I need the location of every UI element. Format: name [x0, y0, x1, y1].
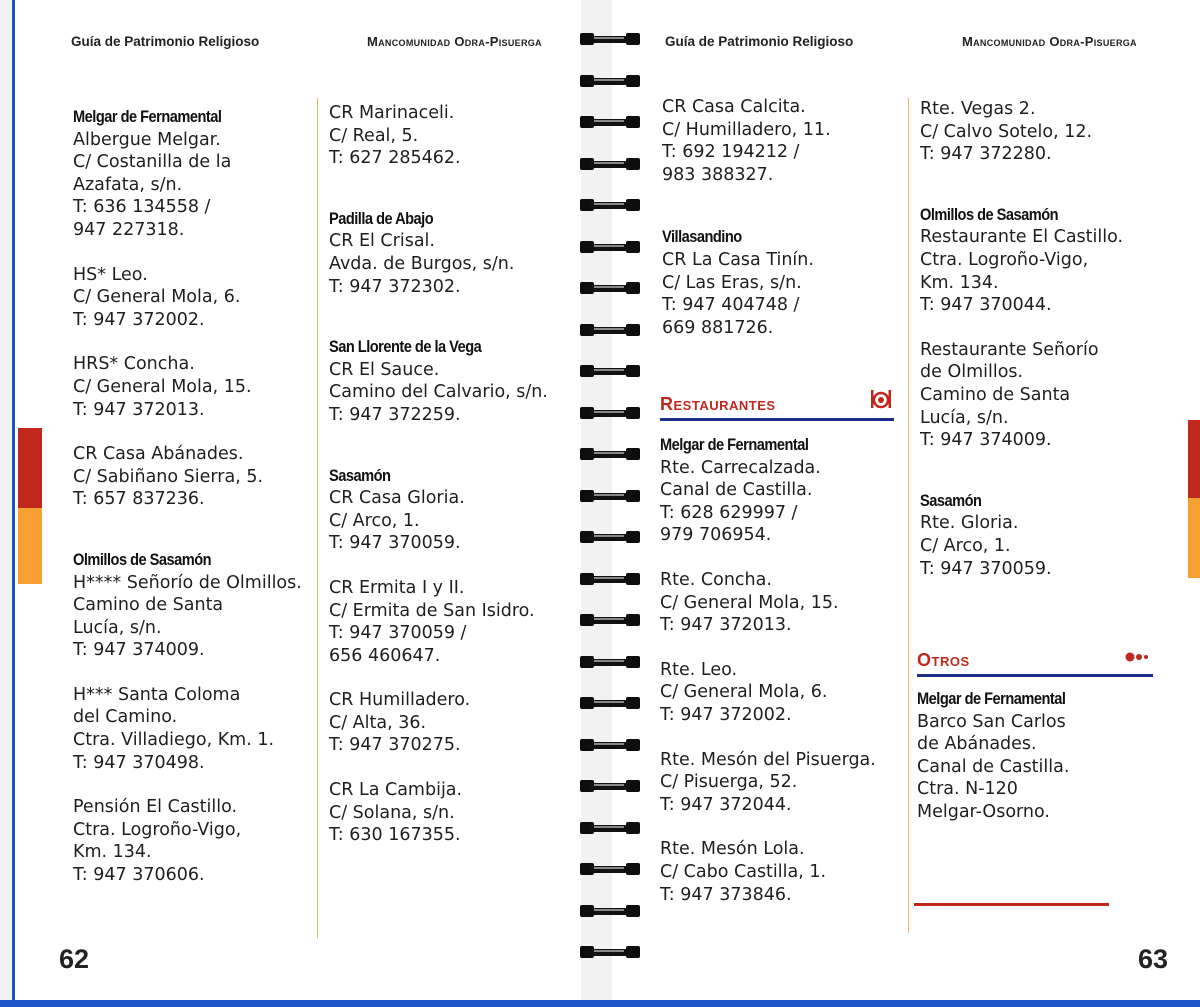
- listing-line: 983 388327.: [662, 164, 774, 185]
- right-column-2: [920, 98, 1123, 580]
- listing-line: Camino del Calvario, s/n.: [329, 382, 548, 403]
- listing-entry: [73, 106, 302, 242]
- listing-line: Avda. de Burgos, s/n.: [329, 253, 515, 274]
- listing-line: CR La Casa Tinín.: [662, 249, 814, 270]
- left-header-title: Guía de Patrimonio Religioso: [71, 34, 260, 49]
- red-tab-left: [18, 428, 42, 508]
- listing-entry: [660, 434, 876, 547]
- binding-ring: [580, 153, 642, 175]
- left-column-1: [73, 106, 302, 887]
- listing-line: T: 947 373846.: [660, 884, 792, 905]
- listing-line: Lucía, s/n.: [920, 407, 1009, 428]
- listing-line: CR Marinaceli.: [329, 103, 455, 123]
- listing-line: CR Ermita I y II.: [329, 577, 465, 598]
- listing-line: Barco San Carlos: [917, 711, 1066, 732]
- binding-ring: [580, 70, 642, 92]
- listing-line: de Abánades.: [917, 734, 1037, 755]
- listing-line: T: 947 372302.: [329, 276, 461, 297]
- listing-entry: [660, 659, 876, 727]
- listing-line: C/ Alta, 36.: [329, 712, 427, 733]
- listing-line: H*** Santa Coloma: [73, 684, 241, 705]
- listing-line: Canal de Castilla.: [917, 756, 1070, 777]
- listing-line: C/ General Mola, 15.: [73, 376, 252, 397]
- listing-line: T: 636 134558 /: [73, 197, 211, 218]
- listing-entry: [73, 264, 302, 332]
- listing-line: Ctra. Logroño-Vigo,: [73, 819, 242, 840]
- listing-entry: [329, 577, 548, 667]
- listing-line: 979 706954.: [660, 525, 772, 546]
- listing-line: T: 947 372013.: [660, 615, 792, 636]
- listing-line: Ctra. Logroño-Vigo,: [920, 249, 1089, 270]
- binding-ring: [580, 319, 642, 341]
- binding-ring: [580, 775, 642, 797]
- binding-ring: [580, 236, 642, 258]
- listing-line: H**** Señorío de Olmillos.: [73, 572, 302, 593]
- listing-line: T: 947 370275.: [329, 735, 461, 756]
- right-header-org: Mancomunidad Odra-Pisuerga: [962, 34, 1137, 49]
- binding-ring: [580, 111, 642, 133]
- listing-entry: [660, 569, 876, 637]
- listing-line: T: 692 194212 /: [662, 142, 800, 163]
- listing-line: T: 947 370044.: [920, 295, 1052, 316]
- listing-entry: [73, 549, 302, 662]
- listing-line: Lucía, s/n.: [73, 617, 162, 638]
- listing-line: T: 947 372002.: [73, 309, 205, 330]
- binding-ring: [580, 443, 642, 465]
- listing-line: T: 947 374009.: [920, 430, 1052, 451]
- listing-entry: [660, 749, 876, 817]
- dots-icon: [1125, 647, 1151, 666]
- listing-line: Ctra. Villadiego, Km. 1.: [73, 730, 275, 751]
- town-heading: San Llorente de la Vega: [329, 337, 482, 357]
- right-column-1-top: [662, 96, 831, 339]
- restaurantes-title: Restaurantes: [660, 394, 776, 414]
- town-heading: Sasamón: [329, 465, 391, 485]
- listing-line: T: 947 374009.: [73, 640, 205, 661]
- listing-line: T: 947 372013.: [73, 399, 205, 420]
- listing-line: Rte. Mesón Lola.: [660, 839, 805, 860]
- binding-ring: [580, 402, 642, 424]
- listing-line: Pensión El Castillo.: [73, 797, 238, 818]
- closing-rule: [914, 903, 1109, 906]
- binding-ring: [580, 568, 642, 590]
- listing-line: C/ Ermita de San Isidro.: [329, 600, 535, 621]
- left-header-org: Mancomunidad Odra-Pisuerga: [367, 34, 542, 49]
- right-column-2-otros: [917, 688, 1090, 824]
- listing-line: T: 947 372002.: [660, 704, 792, 725]
- left-column-2: [329, 102, 548, 847]
- listing-line: Canal de Castilla.: [660, 480, 813, 501]
- listing-line: Camino de Santa: [920, 384, 1071, 405]
- binding-ring: [580, 651, 642, 673]
- listing-line: Rte. Gloria.: [920, 513, 1019, 534]
- listing-line: T: 627 285462.: [329, 148, 461, 169]
- listing-line: CR La Cambija.: [329, 780, 463, 801]
- listing-line: 947 227318.: [73, 219, 185, 240]
- listing-entry: [662, 96, 831, 186]
- listing-line: C/ Costanilla de la: [73, 152, 232, 173]
- spiral-binding: [580, 20, 642, 980]
- listing-line: C/ Cabo Castilla, 1.: [660, 861, 827, 882]
- otros-title: Otros: [917, 650, 970, 670]
- town-heading: Melgar de Fernamental: [660, 435, 809, 454]
- town-heading: Melgar de Fernamental: [917, 689, 1066, 708]
- binding-ring: [580, 28, 642, 50]
- listing-entry: [329, 336, 548, 426]
- binding-ring: [580, 858, 642, 880]
- right-page: [612, 0, 1200, 1000]
- listing-line: T: 947 404748 /: [662, 295, 800, 316]
- listing-line: Rte. Concha.: [660, 569, 772, 590]
- listing-line: 656 460647.: [329, 645, 441, 666]
- listing-entry: [920, 339, 1123, 452]
- listing-entry: [73, 443, 302, 511]
- listing-line: T: 947 370059.: [920, 558, 1052, 579]
- listing-entry: [662, 226, 831, 339]
- listing-line: Rte. Mesón del Pisuerga.: [660, 749, 876, 770]
- listing-line: C/ Arco, 1.: [329, 510, 420, 531]
- binding-ring: [580, 526, 642, 548]
- table-setting-icon: [870, 388, 892, 414]
- listing-line: CR El Crisal.: [329, 231, 435, 252]
- listing-line: HS* Leo.: [73, 264, 148, 285]
- binding-ring: [580, 692, 642, 714]
- listing-entry: [920, 204, 1123, 317]
- listing-line: C/ Sabiñano Sierra, 5.: [73, 466, 264, 487]
- page-number-left: 62: [59, 944, 90, 974]
- listing-line: T: 947 370059 /: [329, 623, 467, 644]
- town-heading: Olmillos de Sasamón: [920, 204, 1059, 224]
- listing-line: CR El Sauce.: [329, 359, 440, 380]
- column-divider: [317, 98, 318, 938]
- listing-line: Albergue Melgar.: [73, 129, 221, 150]
- listing-line: C/ Arco, 1.: [920, 535, 1011, 556]
- binding-ring: [580, 817, 642, 839]
- listing-line: C/ Calvo Sotelo, 12.: [920, 121, 1093, 142]
- binding-ring: [580, 194, 642, 216]
- listing-line: Melgar-Osorno.: [917, 801, 1050, 822]
- listing-line: T: 947 370498.: [73, 752, 205, 773]
- right-column-1-restaurants: [660, 434, 876, 906]
- red-tab-right: [1188, 420, 1200, 498]
- listing-entry: [660, 838, 876, 906]
- listing-line: CR Casa Gloria.: [329, 488, 465, 509]
- binding-ring: [580, 609, 642, 631]
- town-heading: Olmillos de Sasamón: [73, 549, 212, 569]
- listing-line: Rte. Vegas 2.: [920, 99, 1036, 119]
- listing-entry: [920, 490, 1123, 580]
- page-number-right: 63: [1138, 944, 1169, 974]
- listing-line: C/ Pisuerga, 52.: [660, 772, 798, 793]
- listing-entry: [73, 796, 302, 886]
- listing-line: de Olmillos.: [920, 362, 1024, 383]
- binding-ring: [580, 900, 642, 922]
- listing-line: Restaurante El Castillo.: [920, 227, 1124, 248]
- binding-ring: [580, 360, 642, 382]
- listing-entry: [329, 208, 548, 298]
- town-heading: Melgar de Fernamental: [73, 107, 222, 126]
- listing-line: C/ General Mola, 6.: [660, 682, 828, 703]
- listing-line: C/ Solana, s/n.: [329, 802, 455, 823]
- listing-line: Ctra. N-120: [917, 779, 1018, 800]
- listing-entry: [329, 689, 548, 757]
- town-heading: Sasamón: [920, 490, 982, 510]
- listing-line: CR Casa Abánades.: [73, 444, 244, 465]
- listing-line: C/ Las Eras, s/n.: [662, 272, 802, 293]
- listing-entry: [329, 102, 548, 170]
- orange-tab-left: [18, 508, 42, 584]
- listing-line: Camino de Santa: [73, 595, 224, 616]
- listing-line: T: 947 372044.: [660, 794, 792, 815]
- listing-entry: [329, 465, 548, 555]
- listing-line: C/ Real, 5.: [329, 125, 419, 146]
- town-heading: Villasandino: [662, 227, 742, 247]
- listing-line: Km. 134.: [920, 272, 999, 293]
- listing-entry: [917, 688, 1090, 824]
- listing-line: T: 630 167355.: [329, 825, 461, 846]
- binding-ring: [580, 941, 642, 963]
- binding-ring: [580, 485, 642, 507]
- listing-line: C/ General Mola, 6.: [73, 287, 241, 308]
- binding-ring: [580, 734, 642, 756]
- binding-ring: [580, 277, 642, 299]
- listing-line: T: 657 837236.: [73, 489, 205, 510]
- listing-line: C/ Humilladero, 11.: [662, 119, 831, 140]
- listing-entry: [73, 684, 302, 774]
- otros-heading: [917, 644, 1153, 677]
- column-divider-right: [908, 98, 909, 933]
- orange-tab-right: [1188, 498, 1200, 578]
- listing-entry: [920, 98, 1123, 166]
- listing-line: del Camino.: [73, 707, 178, 728]
- town-heading: Padilla de Abajo: [329, 208, 434, 228]
- listing-line: T: 947 370059.: [329, 533, 461, 554]
- listing-line: 669 881726.: [662, 317, 774, 338]
- listing-line: Restaurante Señorío: [920, 339, 1099, 360]
- listing-line: T: 947 370606.: [73, 865, 205, 886]
- listing-line: Azafata, s/n.: [73, 174, 183, 195]
- listing-line: CR Humilladero.: [329, 690, 471, 711]
- listing-line: T: 947 372280.: [920, 144, 1052, 165]
- cover-edge: [0, 1000, 1200, 1007]
- listing-line: HRS* Concha.: [73, 354, 195, 375]
- listing-line: Rte. Carrecalzada.: [660, 457, 821, 478]
- listing-line: Rte. Leo.: [660, 659, 738, 680]
- right-header-title: Guía de Patrimonio Religioso: [665, 34, 854, 49]
- listing-line: T: 628 629997 /: [660, 502, 798, 523]
- left-page: [12, 0, 581, 1000]
- listing-entry: [329, 779, 548, 847]
- listing-line: CR Casa Calcita.: [662, 97, 806, 117]
- listing-line: Km. 134.: [73, 842, 152, 863]
- restaurantes-heading: [660, 388, 894, 421]
- listing-line: T: 947 372259.: [329, 404, 461, 425]
- listing-entry: [73, 353, 302, 421]
- listing-line: C/ General Mola, 15.: [660, 592, 839, 613]
